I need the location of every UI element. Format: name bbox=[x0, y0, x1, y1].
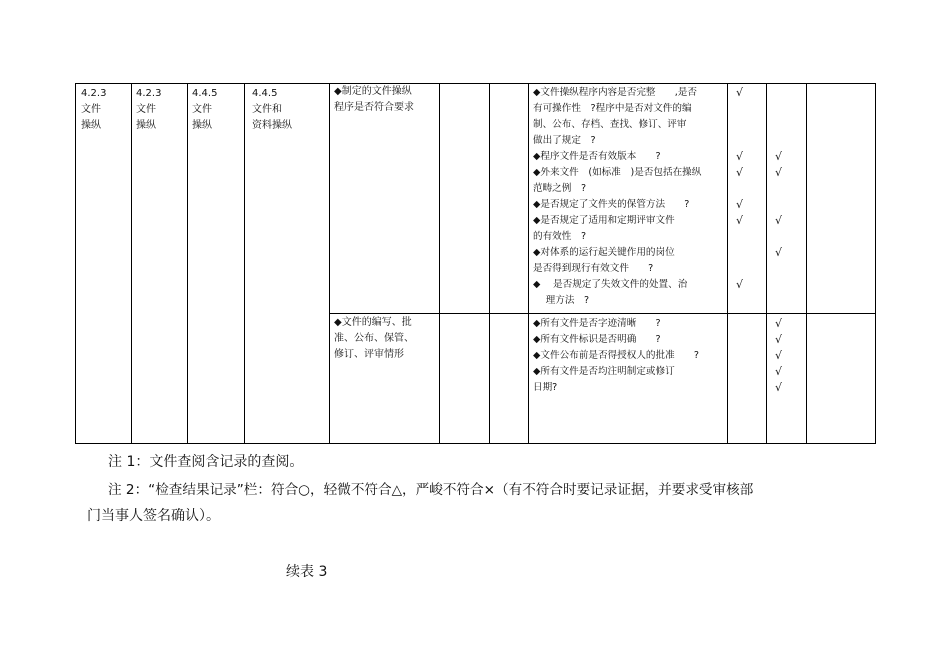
check-mark: √ bbox=[775, 381, 783, 394]
row-divider bbox=[329, 313, 875, 314]
check-mark bbox=[775, 261, 782, 277]
clause-label: 文件 bbox=[81, 104, 101, 115]
check-mark: √ bbox=[775, 214, 783, 227]
code-cell-3 bbox=[192, 86, 217, 134]
requirement-line: ◆文件的编写、批 bbox=[334, 317, 412, 328]
check-line: ◆所有文件是否均注明制定或修订 bbox=[533, 366, 675, 377]
result-column-2 bbox=[775, 316, 782, 396]
clause-label: 文件和 bbox=[252, 104, 282, 115]
check-line: ◆文件操纵程序内容是否完整 ,是否 bbox=[533, 87, 697, 98]
check-mark: √ bbox=[736, 150, 744, 163]
check-mark bbox=[736, 229, 743, 245]
check-line: 范畴之例 ? bbox=[533, 183, 587, 194]
check-mark bbox=[775, 117, 782, 133]
requirement-line: 准、公布、保管、 bbox=[334, 333, 414, 344]
clause-number: 4.4.5 bbox=[252, 88, 278, 99]
clause-label: 资料操纵 bbox=[252, 120, 292, 131]
check-mark bbox=[736, 133, 743, 149]
check-mark: √ bbox=[775, 317, 783, 330]
check-line: ◆是否规定了文件夹的保管方法 ? bbox=[533, 199, 690, 210]
column-divider bbox=[766, 84, 767, 443]
column-divider bbox=[131, 84, 132, 443]
continued-table-title: 续表 3 bbox=[286, 564, 328, 580]
check-mark bbox=[736, 261, 743, 277]
check-mark bbox=[775, 293, 782, 309]
clause-label: 操纵 bbox=[81, 120, 101, 131]
check-mark: √ bbox=[775, 349, 783, 362]
check-mark: √ bbox=[775, 166, 783, 179]
requirement-cell bbox=[334, 315, 414, 363]
check-mark bbox=[775, 181, 782, 197]
check-mark: √ bbox=[736, 166, 744, 179]
check-mark bbox=[736, 293, 743, 309]
column-divider bbox=[489, 84, 490, 443]
check-line: ◆所有文件标识是否明确 ? bbox=[533, 334, 661, 345]
clause-number: 4.4.5 bbox=[192, 88, 218, 99]
requirement-line: ◆制定的文件操纵 bbox=[334, 86, 412, 97]
check-mark: √ bbox=[736, 278, 744, 291]
result-column-1 bbox=[736, 85, 743, 309]
clause-label: 文件 bbox=[136, 104, 156, 115]
check-mark bbox=[775, 101, 782, 117]
audit-table bbox=[75, 83, 876, 444]
check-mark bbox=[736, 181, 743, 197]
column-divider bbox=[244, 84, 245, 443]
check-line: 是否得到现行有效文件 ? bbox=[533, 263, 654, 274]
check-mark: √ bbox=[736, 198, 744, 211]
clause-number: 4.2.3 bbox=[136, 88, 162, 99]
check-items bbox=[533, 316, 699, 396]
check-mark bbox=[775, 197, 782, 213]
clause-label: 操纵 bbox=[192, 120, 212, 131]
requirement-line: 修订、评审情形 bbox=[334, 349, 404, 360]
result-column-2 bbox=[775, 85, 782, 309]
check-mark bbox=[775, 229, 782, 245]
check-line: 理方法 ? bbox=[533, 295, 590, 306]
clause-label: 操纵 bbox=[136, 120, 156, 131]
check-line: ◆程序文件是否有效版本 ? bbox=[533, 151, 661, 162]
check-mark bbox=[775, 133, 782, 149]
check-line: 日期? bbox=[533, 382, 558, 393]
code-cell-4 bbox=[252, 86, 292, 134]
check-line: 有可操作性 ?程序中是否对文件的编 bbox=[533, 103, 692, 114]
check-line: 做出了规定 ? bbox=[533, 135, 596, 146]
note-2: 注 2：“检查结果记录”栏：符合○，轻微不符合△，严峻不符合×（有不符合时要记录证据，并要求受审核部 bbox=[108, 482, 754, 498]
note-2-continued: 门当事人签名确认）。 bbox=[87, 508, 220, 524]
check-line: 制、公布、存档、查找、修订、评审 bbox=[533, 119, 687, 130]
check-mark: √ bbox=[736, 86, 744, 99]
check-mark: √ bbox=[736, 214, 744, 227]
check-line: ◆所有文件是否字迹清晰 ? bbox=[533, 318, 661, 329]
column-divider bbox=[439, 84, 440, 443]
code-cell-2 bbox=[136, 86, 161, 134]
requirement-line: 程序是否符合要求 bbox=[334, 102, 414, 113]
check-line: ◆外来文件 (如标准 )是否包括在操纵 bbox=[533, 167, 702, 178]
check-mark bbox=[775, 85, 782, 101]
code-cell-1 bbox=[81, 86, 106, 134]
check-items bbox=[533, 85, 701, 309]
check-line: ◆对体系的运行起关键作用的岗位 bbox=[533, 247, 675, 258]
requirement-cell bbox=[334, 84, 414, 116]
column-divider bbox=[187, 84, 188, 443]
check-mark: √ bbox=[775, 150, 783, 163]
check-mark: √ bbox=[775, 365, 783, 378]
check-line: ◆ 是否规定了失效文件的处置、治 bbox=[533, 279, 688, 290]
check-line: ◆是否规定了适用和定期评审文件 bbox=[533, 215, 675, 226]
check-mark bbox=[736, 101, 743, 117]
check-line: ◆文件公布前是否得授权人的批准 ? bbox=[533, 350, 699, 361]
check-line: 的有效性 ? bbox=[533, 231, 587, 242]
column-divider bbox=[329, 84, 330, 443]
check-mark: √ bbox=[775, 246, 783, 259]
check-mark: √ bbox=[775, 333, 783, 346]
clause-label: 文件 bbox=[192, 104, 212, 115]
clause-number: 4.2.3 bbox=[81, 88, 107, 99]
check-mark bbox=[775, 277, 782, 293]
check-mark bbox=[736, 117, 743, 133]
note-1: 注 1：文件查阅含记录的查阅。 bbox=[108, 454, 304, 470]
column-divider bbox=[806, 84, 807, 443]
column-divider bbox=[528, 84, 529, 443]
column-divider bbox=[727, 84, 728, 443]
check-mark bbox=[736, 245, 743, 261]
